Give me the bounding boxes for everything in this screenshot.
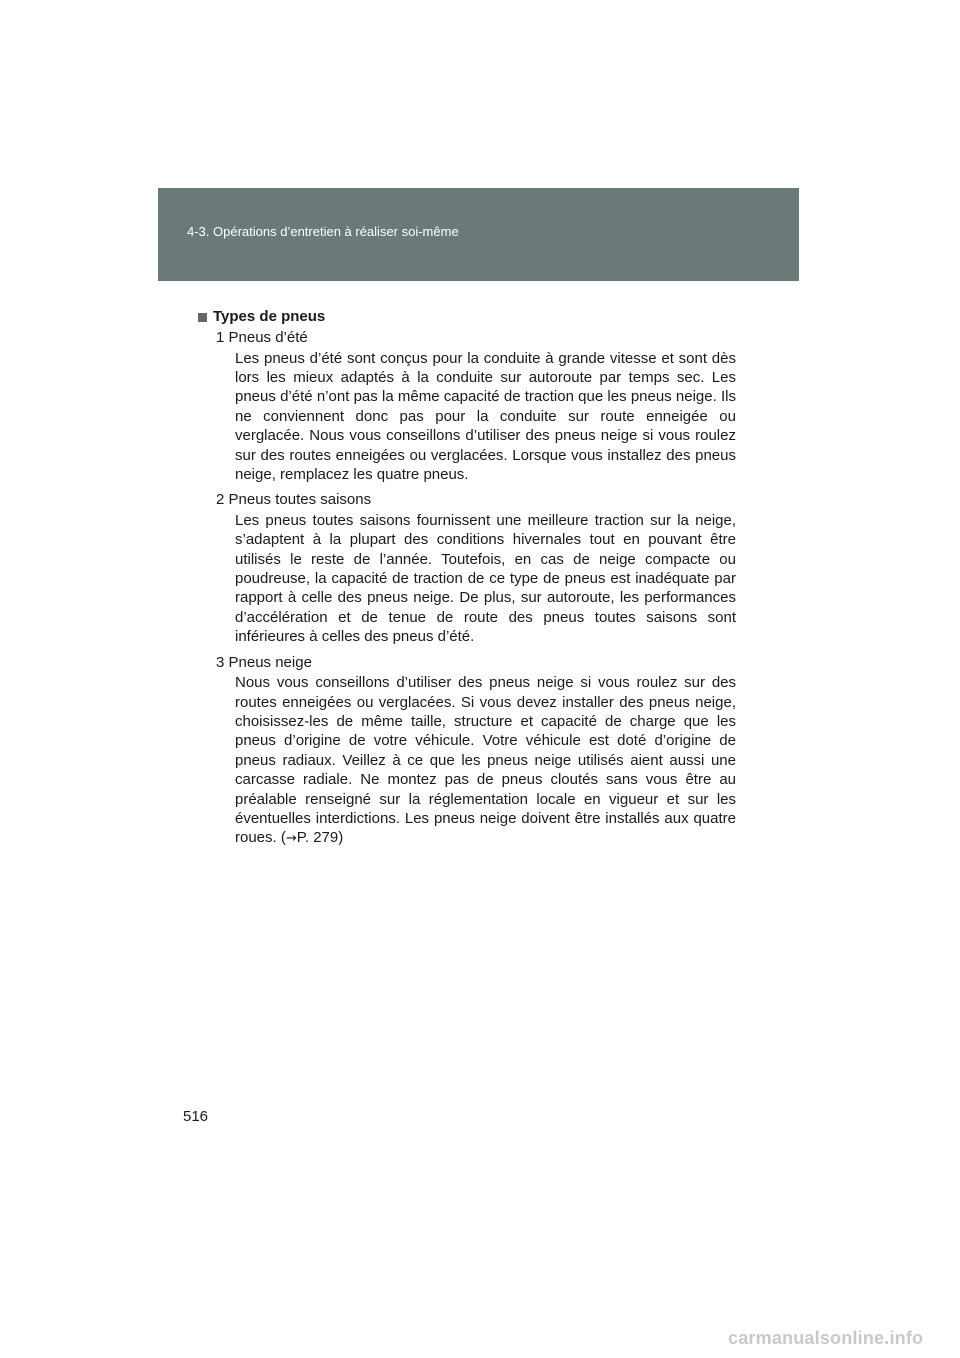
item-body: Les pneus d’été sont conçus pour la conduite à grande vitesse et sont dès lors les mieux adaptés à la conduite sur autoroute par temps sec. Les pneus d’été n’ont pas la même capacité de traction que les pneus neige. Ils ne conviennent donc pas pour la conduite sur route enneigée ou verglacée. Nous vous conseillons d’utiliser des pneus neige si vous roulez sur des routes enneigées ou verglacées. Lorsque vous installez des pneus neige, remplacez les quatre pneus. xyxy=(235,349,736,483)
item-title-text: Pneus d’été xyxy=(228,329,308,346)
watermark-text: carmanualsonline.info xyxy=(728,1328,924,1348)
section-heading xyxy=(196,307,736,327)
page-content xyxy=(196,307,736,855)
arrow-right-icon: → xyxy=(285,831,297,847)
list-item xyxy=(196,653,736,849)
square-bullet-icon xyxy=(198,313,207,322)
item-body-text: Nous vous conseillons d’utiliser des pneus neige si vous roulez sur des routes enneigées ou verglacées. Si vous devez installer des pneus neige, choisissez-les de même taille, structure et capacité de charge que les pneus d’origine de votre véhicule. Votre véhicule est doté d’origine de pneus radiaux. Veillez à ce que les pneus neige utilisés aient aussi une carcasse radiale. Ne montez pas de pneus cloutés sans vous être au préalable renseigné sur la réglementation locale en vigueur et sur les éventuelles interdictions. Les pneus neige doivent être installés aux quatre roues. xyxy=(235,674,736,847)
item-title xyxy=(196,653,736,673)
item-body: Les pneus toutes saisons fournissent une meilleure traction sur la neige, s’adaptent à la plupart des conditions hivernales tout en pouvant être utilisés le reste de l’année. Toutefois, en cas de neige compacte ou poudreuse, la capacité de traction de ce type de pneus est inadéquate par rapport à celle des pneus neige. De plus, sur autoroute, les performances d’accélération et de tenue de route des pneus toutes saisons sont inférieures à celles des pneus d’été. xyxy=(235,511,736,646)
item-number: 1 xyxy=(216,329,225,346)
page-reference-open: ( xyxy=(276,829,286,847)
list-item xyxy=(196,328,736,484)
item-title xyxy=(196,490,736,510)
chapter-section-title: 4-3. Opérations d’entretien à réaliser soi-même xyxy=(187,224,459,239)
item-body xyxy=(196,673,736,849)
page-number: 516 xyxy=(183,1108,209,1125)
chapter-header-band xyxy=(158,188,799,281)
item-number: 2 xyxy=(216,491,225,509)
item-title xyxy=(196,328,736,348)
item-title-text: Pneus neige xyxy=(228,653,312,671)
item-number: 3 xyxy=(216,653,225,671)
list-item xyxy=(196,490,736,646)
section-heading-text: Types de pneus xyxy=(213,308,326,325)
page-reference-link[interactable]: P. 279) xyxy=(296,829,344,847)
item-title-text: Pneus toutes saisons xyxy=(228,491,372,509)
